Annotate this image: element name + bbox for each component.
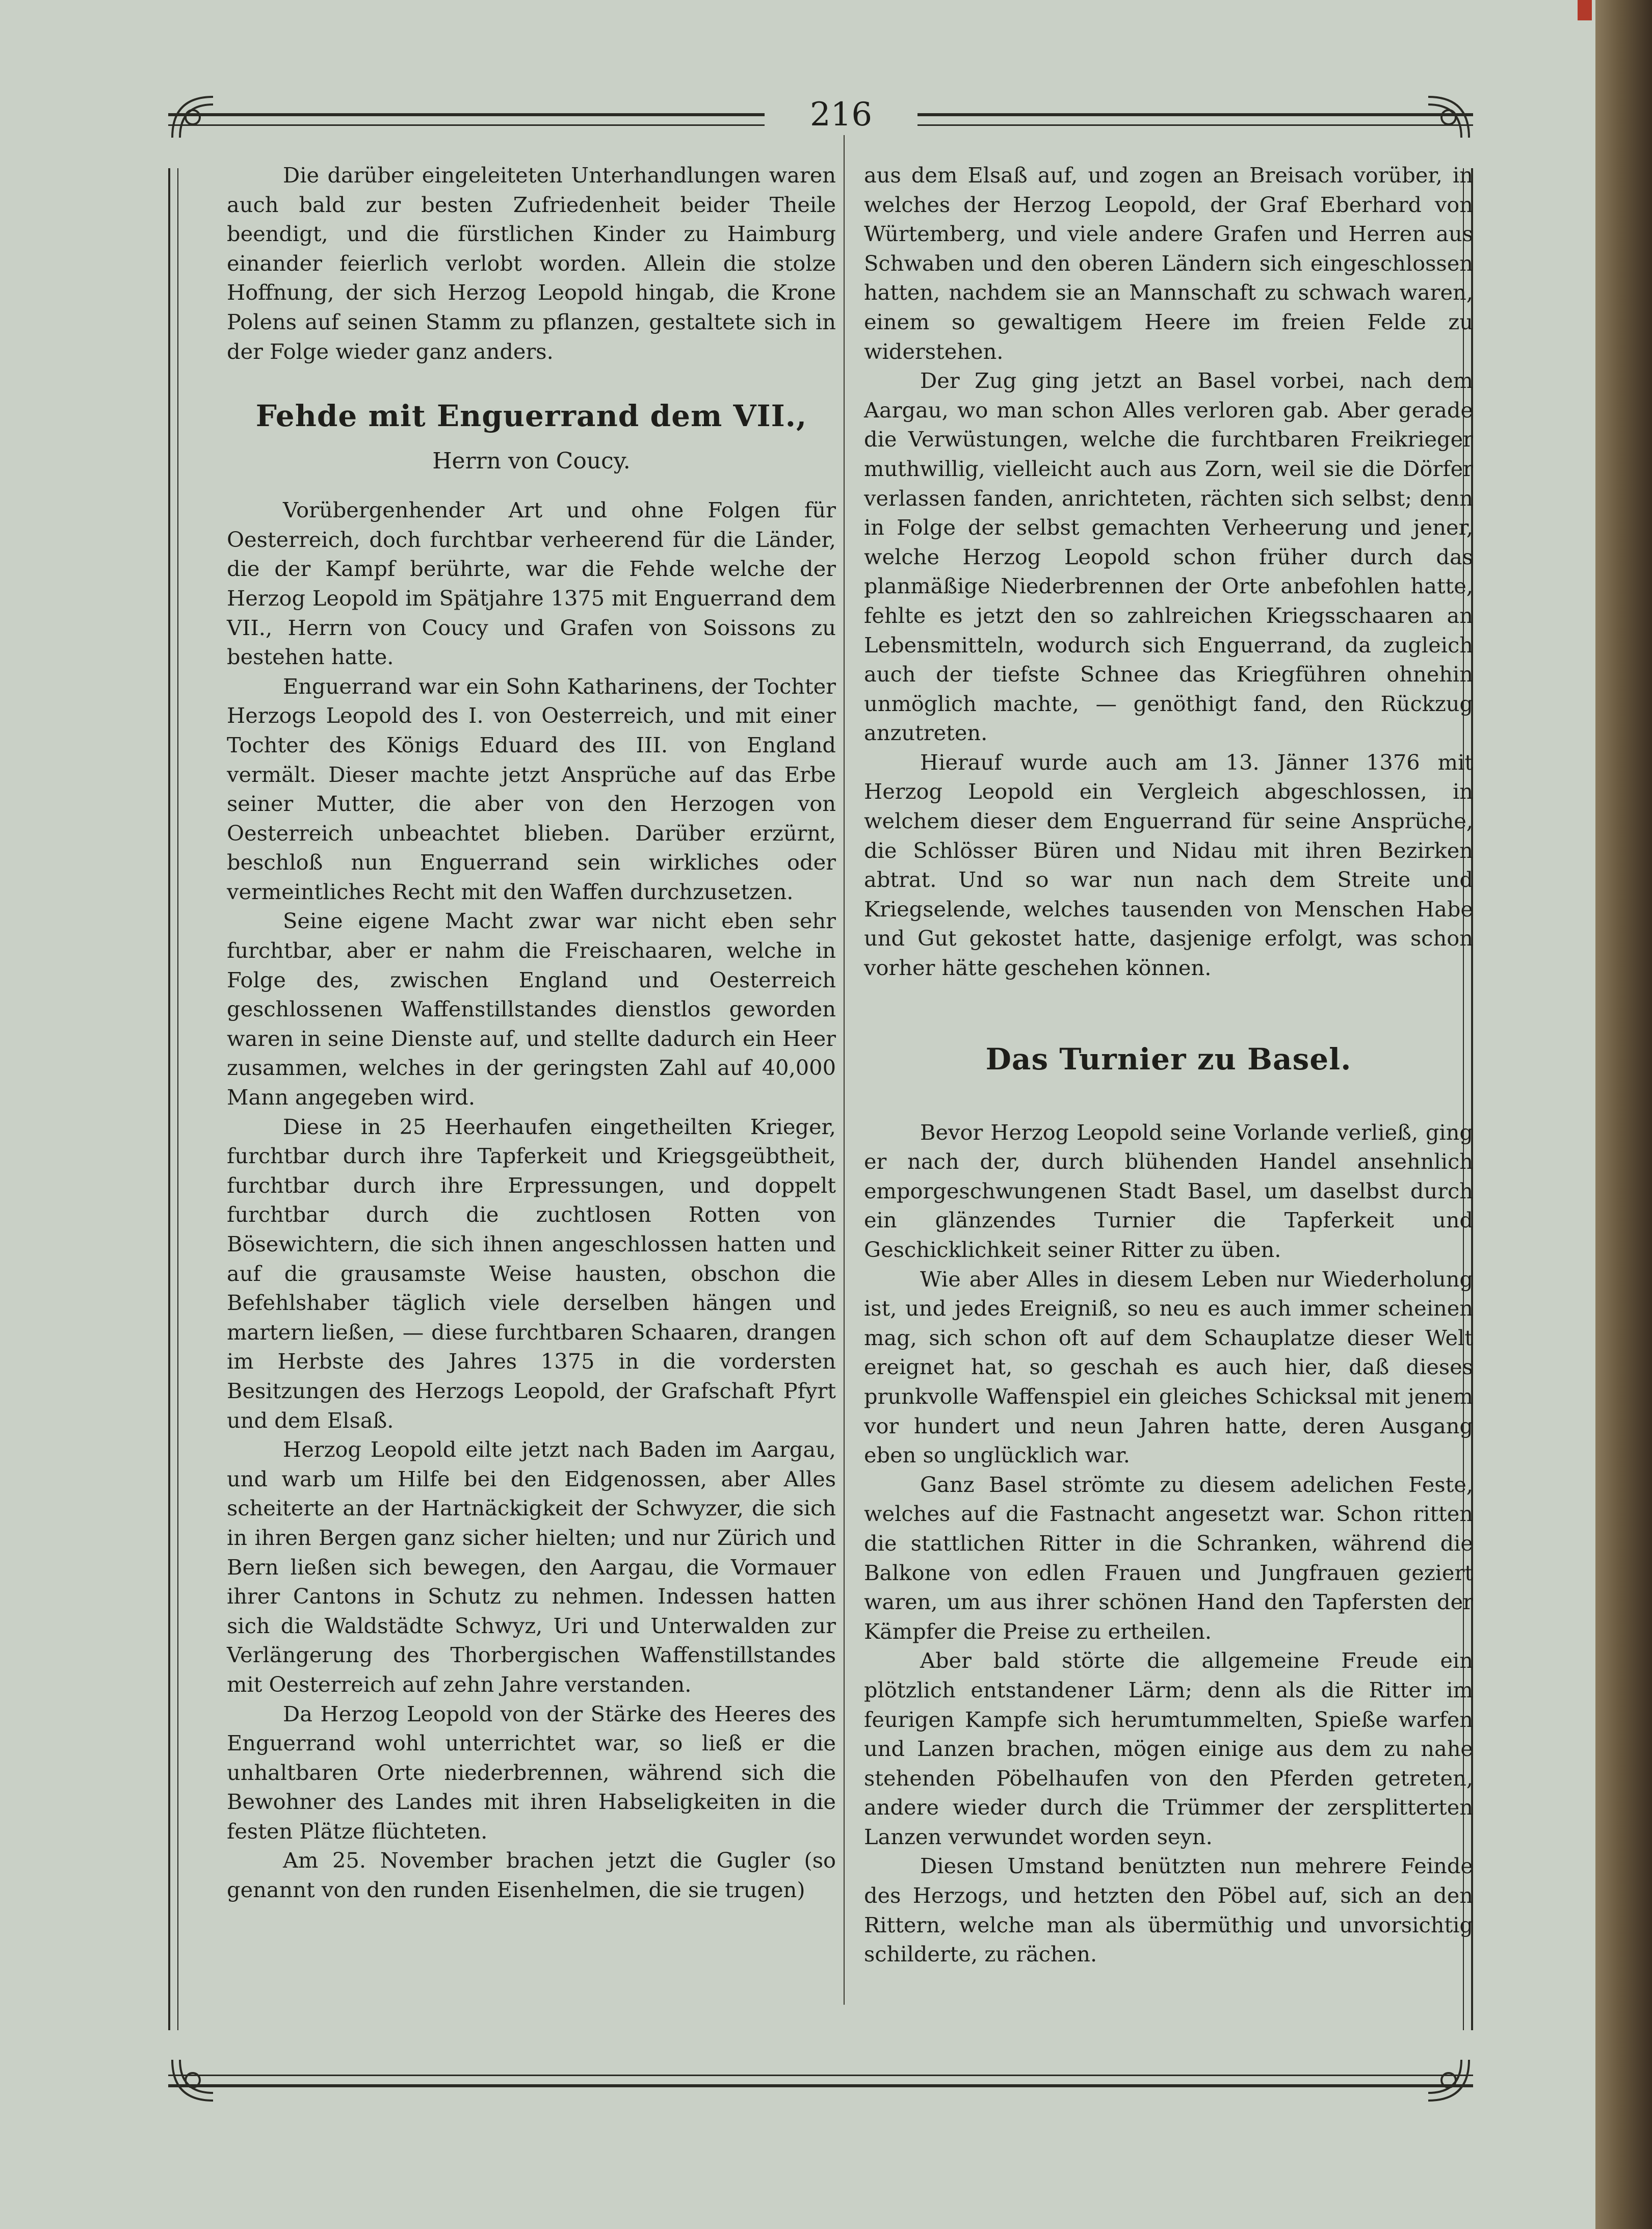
corner-ornament-icon — [162, 87, 223, 148]
paragraph: Diese in 25 Heerhaufen eingetheilten Krieger, furchtbar durch ihre Tapferkeit und Kriegsgeübtheit, furchtbar durch ihre Erpressungen, und doppelt furchtbar durch die zuchtlosen Rotten von Bösewichtern, die sich ihnen angeschlossen hatten und auf die grausamste Weise hausten, obschon die Befehlshaber täglich viele derselben hängen und martern ließen, — diese furchtbaren Schaaren, drangen im Herbste des Jahres 1375 in die vordersten Besitzungen des Herzogs Leopold, der Grafschaft Pfyrt und dem Elsaß. — [227, 1114, 836, 1433]
paragraph: Die darüber eingeleiteten Unterhandlungen waren auch bald zur besten Zufriedenheit beider Theile beendigt, und die fürstlichen Kinder zu Haimburg einander feierlich verlobt worden. Allein die stolze Hoffnung, der sich Herzog Leopold hingab, die Krone Polens auf seinen Stamm zu pflanzen, gestaltete sich in der Folge wieder ganz anders. — [227, 163, 836, 364]
section-subheading: Herrn von Coucy. — [432, 448, 631, 475]
paragraph: Da Herzog Leopold von der Stärke des Heeres des Enguerrand wohl unterrichtet war, so ließ er die unhaltbaren Orte niederbrennen, während sich die Bewohner des Landes mit ihren Habseligkeiten in die festen Plätze flüchteten. — [227, 1701, 836, 1844]
paragraph: Seine eigene Macht zwar war nicht eben sehr furchtbar, aber er nahm die Freischaaren, welche in Folge des, zwischen England und Oesterreich geschlossenen Waffenstillstandes dienstlos geworden waren in seine Dienste auf, und stellte dadurch ein Heer zusammen, welches in der geringsten Zahl auf 40,000 Mann angegeben wird. — [227, 908, 836, 1110]
corner-ornament-icon — [1418, 87, 1479, 148]
paragraph: Aber bald störte die allgemeine Freude ein plötzlich entstandener Lärm; denn als die Ritter im feurigen Kampfe sich herumtummelten, Spieße warfen und Lanzen brachen, mögen einige aus dem zu nahe stehenden Pöbelhaufen von den Pferden getreten, andere wieder durch die Trümmer der zersplitterten Lanzen verwundet worden seyn. — [864, 1648, 1473, 1849]
paragraph: aus dem Elsaß auf, und zogen an Breisach vorüber, in welches der Herzog Leopold, der Graf Eberhard von Würtemberg, und viele andere Grafen und Herren aus Schwaben und den oberen Ländern sich eingeschlossen hatten, nachdem sie an Mannschaft zu schwach waren, einem so gewaltigem Heere im freien Felde zu widerstehen. — [864, 163, 1473, 364]
paragraph: Der Zug ging jetzt an Basel vorbei, nach dem Aargau, wo man schon Alles verloren gab. Aber gerade die Verwüstungen, welche die furchtbaren Freikrieger muthwillig, vielleicht auch aus Zorn, weil sie die Dörfer verlassen fanden, anrichteten, rächten sich selbst; denn in Folge der selbst gemachten Verheerung und jener, welche Herzog Leopold schon früher durch das planmäßige Niederbrennen der Orte anbefohlen hatte, fehlte es jetzt den so zahlreichen Kriegsschaaren an Lebensmitteln, wodurch sich Enguerrand, da zugleich auch der tiefste Schnee das Kriegführen ohnehin unmöglich machte, — genöthigt fand, den Rückzug anzutreten. — [864, 368, 1473, 746]
section-heading: Das Turnier zu Basel. — [985, 1041, 1352, 1077]
frame-left-rule — [168, 168, 178, 2030]
page-number: 216 — [765, 94, 917, 135]
frame-bottom-rule — [168, 2075, 1473, 2087]
paragraph: Herzog Leopold eilte jetzt nach Baden im Aargau, und warb um Hilfe bei den Eidgenossen, aber Alles scheiterte an der Hartnäckigkeit der Schwyzer, die sich in ihren Bergen ganz sicher hielten; und nur Zürich und Bern ließen sich bewegen, den Aargau, die Vormauer ihrer Cantons in Schutz zu nehmen. Indessen hatten sich die Waldstädte Schwyz, Uri und Unterwalden zur Verlängerung des Thorbergischen Waffenstillstandes mit Oesterreich auf zehn Jahre verstanden. — [227, 1437, 836, 1697]
section-heading: Fehde mit Enguerrand dem VII., — [255, 399, 807, 434]
book-spine — [1595, 0, 1652, 2229]
corner-ornament-icon — [162, 2050, 223, 2111]
paragraph: Vorübergenhender Art und ohne Folgen für Oesterreich, doch furchtbar verheerend für die Länder, die der Kampf berührte, war die Fehde welche der Herzog Leopold im Spätjahre 1375 mit Enguerrand dem VII., Herrn von Coucy und Grafen von Soissons zu bestehen hatte. — [227, 497, 836, 670]
right-column — [864, 161, 1473, 1969]
left-column — [227, 161, 836, 1905]
paragraph: Bevor Herzog Leopold seine Vorlande verließ, ging er nach der, durch blühenden Handel ansehnlich emporgeschwungenen Stadt Basel, um daselbst durch ein glänzendes Turnier die Tapferkeit und Geschicklichkeit seiner Ritter zu üben. — [864, 1119, 1473, 1262]
paragraph: Am 25. November brachen jetzt die Gugler (so genannt von den runden Eisenhelmen, die sie trugen) — [227, 1848, 836, 1903]
column-divider — [844, 133, 845, 2005]
paragraph: Diesen Umstand benützten nun mehrere Feinde des Herzogs, und hetzten den Pöbel auf, sich an den Rittern, welche man als übermüthig und unvorsichtig schilderte, zu rächen. — [864, 1853, 1473, 1967]
corner-ornament-icon — [1418, 2050, 1479, 2111]
paragraph: Ganz Basel strömte zu diesem adelichen Feste, welches auf die Fastnacht angesetzt war. Schon ritten die stattlichen Ritter in die Schranken, während die Balkone von edlen Frauen und Jungfrauen geziert waren, um aus ihrer schönen Hand den Tapfersten der Kämpfer die Preise zu ertheilen. — [864, 1472, 1473, 1644]
paragraph: Wie aber Alles in diesem Leben nur Wiederholung ist, und jedes Ereigniß, so neu es auch immer scheinen mag, sich schon oft auf dem Schauplatze dieser Welt ereignet hat, so geschah es auch hier, daß dieses prunkvolle Waffenspiel ein gleiches Schicksal mit jenem vor hundert und neun Jahren hatte, deren Ausgang eben so unglücklich war. — [864, 1266, 1473, 1468]
paragraph: Hierauf wurde auch am 13. Jänner 1376 mit Herzog Leopold ein Vergleich abgeschlossen, in welchem dieser dem Enguerrand für seine Ansprüche, die Schlösser Büren und Nidau mit ihren Bezirken abtrat. Und so war nun nach dem Streite und Kriegselende, welches tausenden von Menschen Habe und Gut gekostet hatte, dasjenige erfolgt, was schon vorher hätte geschehen können. — [864, 749, 1473, 981]
paragraph: Enguerrand war ein Sohn Katharinens, der Tochter Herzogs Leopold des I. von Oesterreich, und mit einer Tochter des Königs Eduard des III. von England vermält. Dieser machte jetzt Ansprüche auf das Erbe seiner Mutter, die aber von den Herzogen von Oesterreich unbeachtet blieben. Darüber erzürnt, beschloß nun Enguerrand sein wirkliches oder vermeintliches Recht mit den Waffen durchzusetzen. — [227, 673, 836, 904]
bookmark-ribbon — [1578, 0, 1592, 20]
